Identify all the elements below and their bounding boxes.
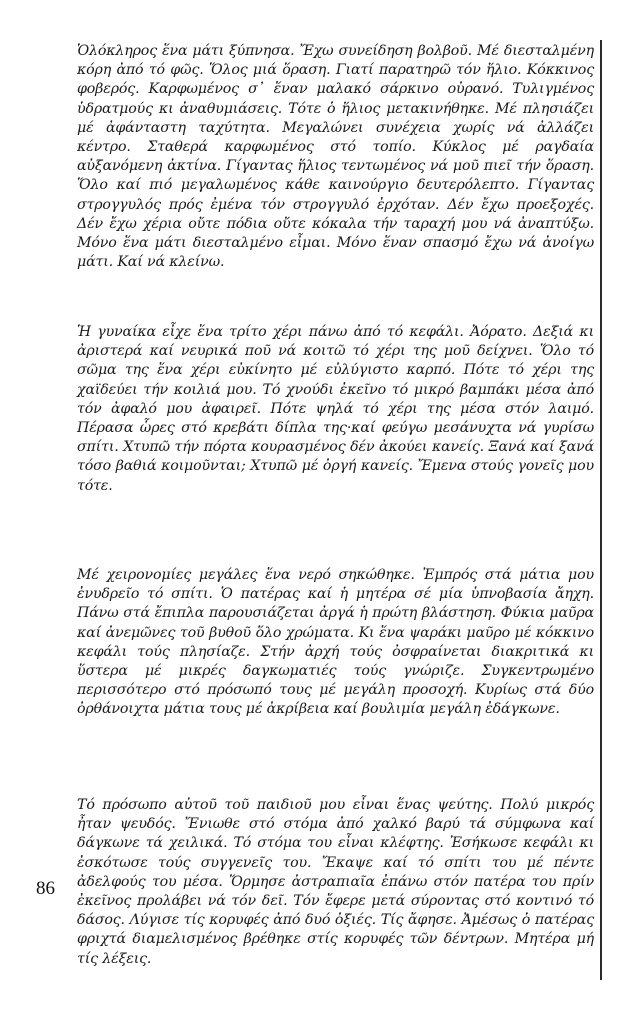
paragraph-3: Μέ χειρονομίες μεγάλες ἕνα νερό σηκώθηκε. Ἐμπρός στά μάτια μου ἐνυδρεῖο τό σπίτι. Ὁ πατέρας καί ἡ μητέρα σέ μία ὑπνοβασία ἄηχη. Πάνω στά ἔπιπλα παρουσιάζεται ἀργά ἡ πρώτη βλάστηση. Φύκια μαῦρα καί ἀνεμῶνες τοῦ βυθοῦ ὅλο χρώματα. Κι ἕνα ψαράκι μαῦρο μέ κόκκινο κεφάλι τούς πλησίαζε. Στήν ἀρχή τούς ὀσφραίνεται διακριτικά κι ὕστερα μέ μικρές δαγκωματιές τούς γνώριζε. Συγκεντρωμένο περισσότερο στό πρόσωπό τους μέ μεγάλη προσοχή. Κυρίως στά δύο ὀρθάνοιχτα μάτια τους μέ ἀκρίβεια καί βουλιμία μεγάλη ἐδάγκωνε. — [77, 567, 594, 718]
page-number: 86 — [36, 878, 55, 899]
paragraph-2: Ἡ γυναίκα εἶχε ἕνα τρίτο χέρι πάνω ἀπό τό κεφάλι. Ἀόρατο. Δεξιά κι ἀριστερά καί νευρικά ποῦ νά κοιτῶ τό χέρι της μοῦ δείχνει. Ὅλο τό σῶμα της ἕνα χέρι εὐκίνητο μέ εὐλύγιστο καρπό. Πότε τό χέρι της χαϊδεύει τήν κοιλιά μου. Τό χνούδι ἐκεῖνο τό μικρό βαμπάκι μέσα ἀπό τόν ἀφαλό μου ἀφαιρεῖ. Πότε ψηλά τό χέρι της μέσα στόν λαιμό. Πέρασα ὧρες στό κρεβάτι δίπλα της·καί φεύγω μεσάνυχτα νά γυρίσω σπίτι. Χτυπῶ τήν πόρτα κουρασμένος δέν ἀκούει κανείς. Ξανά καί ξανά τόσο βαθιά κοιμοῦνται; Χτυπῶ μέ ὀργή κανείς. Ἔμενα στούς γονεῖς μου τότε. — [77, 324, 594, 494]
paragraph-1: Ὁλόκληρος ἕνα μάτι ξύπνησα. Ἔχω συνείδηση βολβοῦ. Μέ διεσταλμένη κόρη ἀπό τό φῶς. Ὅλος μιά ὅραση. Γιατί παρατηρῶ τόν ἥλιο. Κόκκινος φοβερός. Καρφωμένος σ᾽ ἕναν μαλακό σάρκινο οὐρανό. Τυλιγμένος ὑδρατμούς κι ἀναθυμιάσεις. Τότε ὁ ἥλιος μετακινήθηκε. Μέ πλησιάζει μέ ἀφάνταστη ταχύτητα. Μεγαλώνει συνέχεια χωρίς νά ἀλλάζει κέντρο. Σταθερά καρφωμένος στό τοπίο. Κύκλος μέ ραγδαία αὐξανόμενη ἀκτίνα. Γίγαντας ἥλιος τεντωμένος νά μοῦ πιεῖ τήν ὅραση. Ὅλο καί πιό μεγαλωμένος κάθε καινούργιο δευτερόλεπτο. Γίγαντας στρογγυλός πρός ἐμένα τόν στρογγυλό ἐρχόταν. Δέν ἔχω προεξοχές. Δέν ἔχω χέρια οὔτε πόδια οὔτε κόκαλα τήν ταραχή μου νά ἀναπτύξω. Μόνο ἕνα μάτι διεσταλμένο εἶμαι. Μόνο ἕναν σπασμό ἔχω νά ἀνοίγω μάτι. Καί νά κλείνω. — [77, 43, 594, 271]
paragraph-4: Τό πρόσωπο αὐτοῦ τοῦ παιδιοῦ μου εἶναι ἕνας ψεύτης. Πολύ μικρός ἦταν ψευδός. Ἔνιωθε στό στόμα ἀπό χαλκό βαρύ τά σύμφωνα καί δάγκωνε τά χειλικά. Τό στόμα του εἶναι κλέφτης. Ἐσήκωσε κεφάλι κι ἐσκότωσε τούς συγγενεῖς του. Ἔκαψε καί τό σπίτι του μέ πέντε ἀδελφούς του μέσα. Ὅρμησε ἀστραπιαῖα ἐπάνω στόν πατέρα του πρίν ἐκεῖνος προλάβει νά τόν δεῖ. Τόν ἔφερε μετά σύροντας στό κοντινό τό δάσος. Λύγισε τίς κορυφές ἀπό δυό ὀξιές. Τίς ἄφησε. Ἀμέσως ὁ πατέρας φριχτά διαμελισμένος βρέθηκε στίς κορυφές τῶν δέντρων. Μητέρα μή τίς λέξεις. — [77, 797, 594, 967]
page-margin-rule — [600, 40, 602, 980]
